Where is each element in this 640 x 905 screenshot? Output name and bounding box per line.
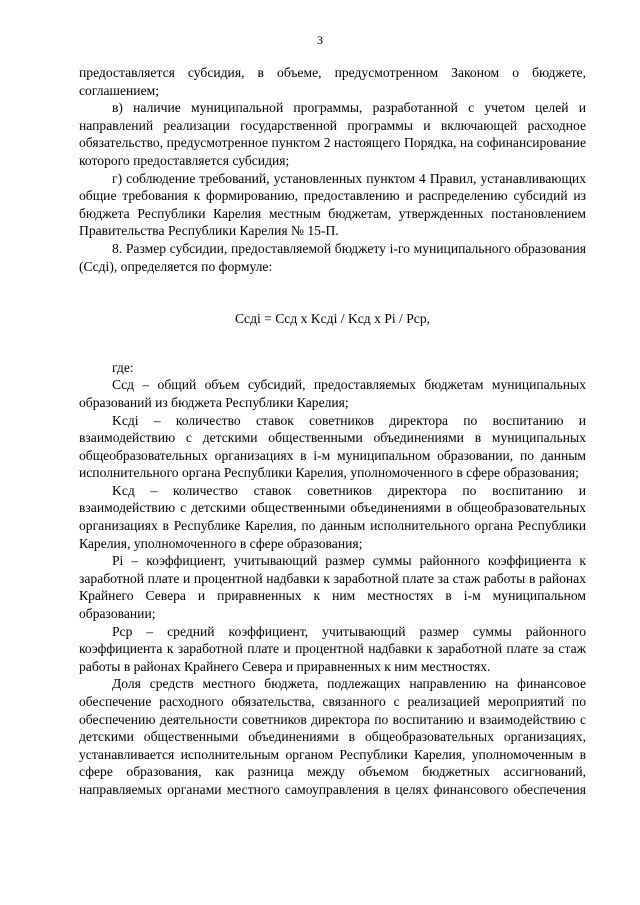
paragraphs-after-formula: [79, 359, 586, 799]
paragraph: г) соблюдение требований, установленных пунктом 4 Правил, устанавливающих общие требования к формированию, предоставлению и распределению субсидий из бюджета Республики Карелия местным бюджетам, утвержденных постановлением Правительства Республики Карелия № 15-П.: [79, 170, 586, 239]
page-number: 3: [317, 33, 323, 47]
paragraph: предоставляется субсидия, в объеме, предусмотренном Законом о бюджете, соглашением;: [79, 65, 586, 98]
paragraph: Pcp – средний коэффициент, учитывающий размер суммы районного коэффициента к заработной плате и процентной надбавки к заработной плате за стаж работы в районах Крайнего Севера и приравненных к ним местностях.: [79, 623, 586, 674]
paragraph: Ccд – общий объем субсидий, предоставляемых бюджетам муниципальных образований из бюджета Республики Карелия;: [79, 377, 586, 410]
paragraph: в) наличие муниципальной программы, разработанной с учетом целей и направлений реализации государственной программы и включающей расходное обязательство, предусмотренное пунктом 2 настоящего Порядка, на софинансирование которого предоставляется субсидия;: [79, 100, 586, 168]
paragraph: Kcдi – количество ставок советников директора по воспитанию и взаимодействию с детскими общественными объединениями в муниципальных общеобразовательных организациях в i-м муниципальном образовании, по данным исполнительного органа Республики Карелия, уполномоченного в сфере образования;: [79, 412, 586, 481]
paragraphs-before-formula: [79, 64, 586, 275]
paragraph: где:: [112, 359, 134, 375]
document-body: [79, 64, 586, 799]
paragraph: 8. Размер субсидии, предоставляемой бюджету i-го муниципального образования (Ccдi), определяется по формуле:: [79, 240, 586, 274]
formula: Ccдi = Ccд x Kcдi / Kcд x Pi / Pcp,: [234, 311, 431, 327]
paragraph: Доля средств местного бюджета, подлежащих направлению на финансовое обеспечение расходного обязательства, связанного с реализацией мероприятий по обеспечению деятельности советников директора по воспитанию и взаимодействию с детскими общественными объединениями в общеобразовательных организациях, устанавливается исполнительным органом Республики Карелия, уполномоченным в сфере образования, как разница между объемом бюджетных ассигнований, направляемых органами местного самоуправления в целях финансового обеспечения: [79, 676, 586, 797]
paragraph: Kcд – количество ставок советников директора по воспитанию и взаимодействию с детскими общественными объединениями в общеобразовательных организациях в Республике Карелия, по данным исполнительного органа Республики Карелия, уполномоченного в сфере образования;: [79, 482, 586, 551]
paragraph: Pi – коэффициент, учитывающий размер суммы районного коэффициента к заработной плате и процентной надбавки к заработной плате за стаж работы в районах Крайнего Севера и приравненных к ним местностях в i-м муниципальном образовании;: [79, 553, 586, 622]
